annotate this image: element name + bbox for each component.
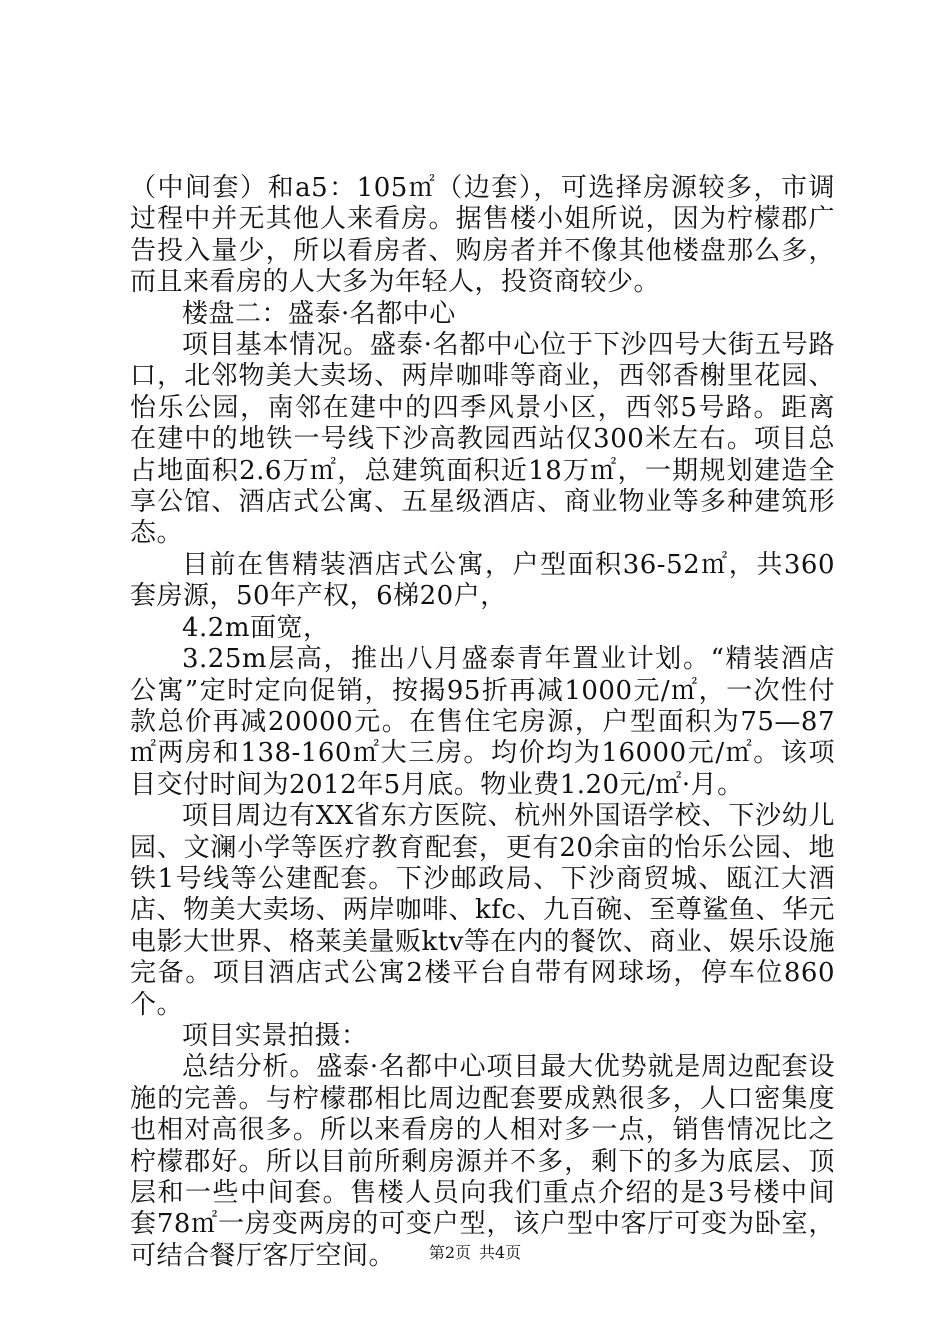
paragraph-width: 4.2m面宽， <box>182 612 330 643</box>
page-number: 第2页 <box>428 1243 471 1262</box>
paragraph-units-on-sale: 目前在售精装酒店式公寓，户型面积36-52㎡，共360套房源，50年产权，6梯20户， <box>130 549 835 612</box>
page-footer <box>0 1240 950 1263</box>
paragraph-summary: 总结分析。盛泰·名都中心项目最大优势就是周边配套设施的完善。与柠檬郡相比周边配套要成熟很多，人口密集度也相对高很多。所以来看房的人相对多一点，销售情况比之柠檬郡好。所以目前所剩房源并不多，剩下的多为底层、顶层和一些中间套。售楼人员向我们重点介绍的是3号楼中间套78㎡一房变两房的可变户型，该户型中客厅可变为卧室，可结合餐厅客厅空间。 <box>130 1052 835 1271</box>
document-body <box>130 173 835 1272</box>
paragraph-photos-label: 项目实景拍摄： <box>182 1020 368 1051</box>
heading-property-two: 楼盘二：盛泰·名都中心 <box>182 298 456 329</box>
paragraph-pricing: 3.25m层高，推出八月盛泰青年置业计划。“精装酒店公寓”定时定向促销，按揭95折再减1000元/㎡，一次性付款总价再减20000元。在售住宅房源，户型面积为75—87㎡两房和138-160㎡大三房。均价均为16000元/㎡。该项目交付时间为2012年5月底。物业费1.20元/㎡·月。 <box>130 644 835 800</box>
paragraph-surroundings: 项目周边有XX省东方医院、杭州外国语学校、下沙幼儿园、文澜小学等医疗教育配套，更有20余亩的怡乐公园、地铁1号线等公建配套。下沙邮政局、下沙商贸城、瓯江大酒店、物美大卖场、两岸咖啡、kfc、九百碗、至尊鲨鱼、华元电影大世界、格莱美量贩ktv等在内的餐饮、商业、娱乐设施完备。项目酒店式公寓2楼平台自带有网球场，停车位860个。 <box>130 801 835 1020</box>
paragraph-basic-info: 项目基本情况。盛泰·名都中心位于下沙四号大街五号路口，北邻物美大卖场、两岸咖啡等商业，西邻香榭里花园、怡乐公园，南邻在建中的四季风景小区，西邻5号路。距离在建中的地铁一号线下沙高教园西站仅300米左右。项目总占地面积2.6万㎡，总建筑面积近18万㎡，一期规划建造全享公馆、酒店式公寓、五星级酒店、商业物业等多种建筑形态。 <box>130 330 835 549</box>
page-total: 共4页 <box>479 1243 522 1262</box>
paragraph-continuation: （中间套）和a5：105㎡（边套），可选择房源较多，市调过程中并无其他人来看房。据售楼小姐所说，因为柠檬郡广告投入量少，所以看房者、购房者并不像其他楼盘那么多，而且来看房的人大多为年轻人，投资商较少。 <box>130 173 835 298</box>
